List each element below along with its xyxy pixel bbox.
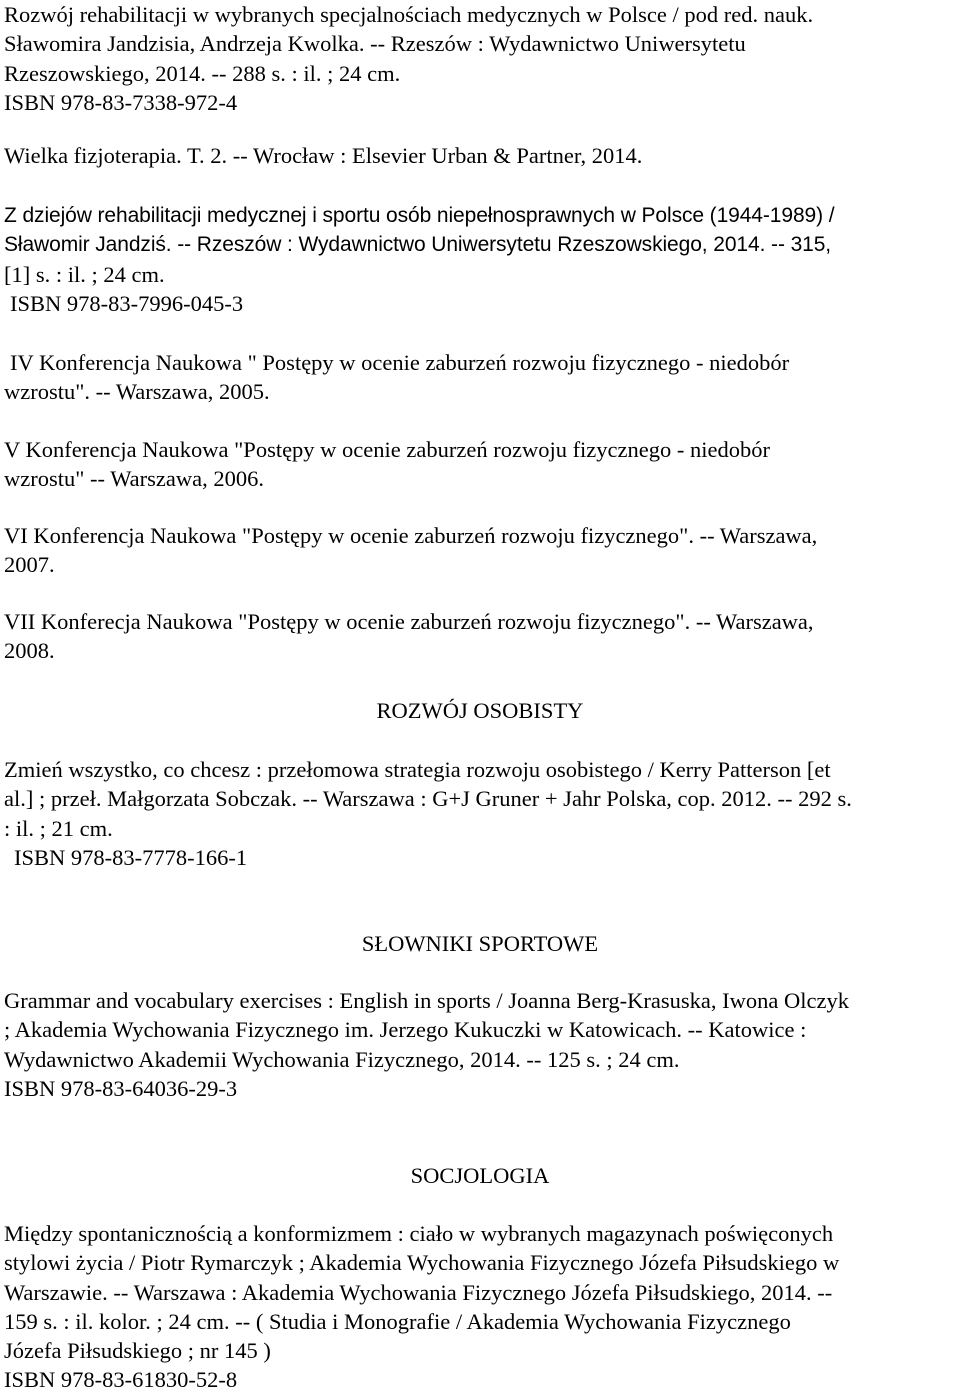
entry-line: wzrostu" -- Warszawa, 2006. (4, 466, 265, 492)
entry-line: ISBN 978-83-7996-045-3 (10, 290, 244, 316)
entry-line: wzrostu". -- Warszawa, 2005. (4, 379, 270, 405)
entry-line: al.] ; przeł. Małgorzata Sobczak. -- Warszawa : G+J Gruner + Jahr Polska, cop. 2012. -- 292 s. (4, 786, 852, 812)
section-heading-sports-dictionaries: SŁOWNIKI SPORTOWE (361, 931, 599, 956)
bibliography-entry (4, 201, 956, 318)
bibliography-entry (4, 607, 956, 666)
entry-line: V Konferencja Naukowa "Postępy w ocenie zaburzeń rozwoju fizycznego - niedobór (4, 437, 770, 462)
bibliography-entry (4, 0, 956, 117)
section-heading-sociology: SOCJOLOGIA (410, 1163, 550, 1188)
entry-line: 2007. (4, 552, 55, 578)
bibliography-entry (4, 435, 956, 494)
entry-line: Zmień wszystko, co chcesz : przełomowa strategia rozwoju osobistego / Kerry Patterson [et (4, 757, 831, 782)
entry-line: Między spontanicznością a konformizmem : ciało w wybranych magazynach poświęconych (4, 1221, 834, 1246)
entry-line: Wydawnictwo Akademii Wychowania Fizycznego, 2014. -- 125 s. ; 24 cm. (4, 1046, 680, 1072)
entry-line: 2008. (4, 638, 55, 664)
entry-line: 159 s. : il. kolor. ; 24 cm. -- ( Studia i Monografie / Akademia Wychowania Fizycznego (4, 1308, 791, 1334)
entry-line: Sławomir Jandziś. -- Rzeszów : Wydawnictwo Uniwersytetu Rzeszowskiego, 2014. -- 315, (4, 233, 832, 257)
entry-line: Sławomira Jandzisia, Andrzeja Kwolka. -- Rzeszów : Wydawnictwo Uniwersytetu (4, 31, 746, 57)
entry-line: Rozwój rehabilitacji w wybranych specjalnościach medycznych w Polsce / pod red. nauk. (4, 2, 814, 27)
bibliography-entry (4, 755, 956, 872)
entry-line: Wielka fizjoterapia. T. 2. -- Wrocław : Elsevier Urban & Partner, 2014. (4, 143, 643, 168)
bibliography-entry (4, 348, 956, 407)
entry-line: VI Konferencja Naukowa "Postępy w ocenie zaburzeń rozwoju fizycznego". -- Warszawa, (4, 523, 818, 548)
entry-line: Grammar and vocabulary exercises : English in sports / Joanna Berg-Krasuska, Iwona Olczyk (4, 988, 849, 1013)
entry-line: ISBN 978-83-64036-29-3 (4, 1075, 238, 1101)
section-heading-personal-development: ROZWÓJ OSOBISTY (376, 698, 584, 723)
entry-line: ; Akademia Wychowania Fizycznego im. Jerzego Kukuczki w Katowicach. -- Katowice : (4, 1017, 807, 1043)
entry-line: ISBN 978-83-7778-166-1 (14, 844, 248, 870)
entry-line: Warszawie. -- Warszawa : Akademia Wychowania Fizycznego Józefa Piłsudskiego, 2014. -- (4, 1279, 833, 1305)
entry-line: Józefa Piłsudskiego ; nr 145 ) (4, 1338, 271, 1364)
bibliography-entry (4, 141, 956, 170)
entry-line: Z dziejów rehabilitacji medycznej i sportu osób niepełnosprawnych w Polsce (1944-1989) / (4, 204, 835, 227)
entry-line: VII Konferecja Naukowa "Postępy w ocenie zaburzeń rozwoju fizycznego". -- Warszawa, (4, 609, 814, 634)
entry-line: ISBN 978-83-61830-52-8 (4, 1367, 238, 1393)
bibliography-entry (4, 986, 956, 1103)
entry-line: Rzeszowskiego, 2014. -- 288 s. : il. ; 24 cm. (4, 60, 401, 86)
entry-line: ISBN 978-83-7338-972-4 (4, 89, 238, 115)
entry-line: : il. ; 21 cm. (4, 815, 113, 841)
entry-line: IV Konferencja Naukowa " Postępy w ocenie zaburzeń rozwoju fizycznego - niedobór (10, 350, 790, 375)
entry-line: [1] s. : il. ; 24 cm. (4, 261, 165, 287)
bibliography-entry (4, 1219, 956, 1395)
entry-line: stylowi życia / Piotr Rymarczyk ; Akademia Wychowania Fizycznego Józefa Piłsudskiego w (4, 1250, 840, 1276)
bibliography-entry (4, 521, 956, 580)
